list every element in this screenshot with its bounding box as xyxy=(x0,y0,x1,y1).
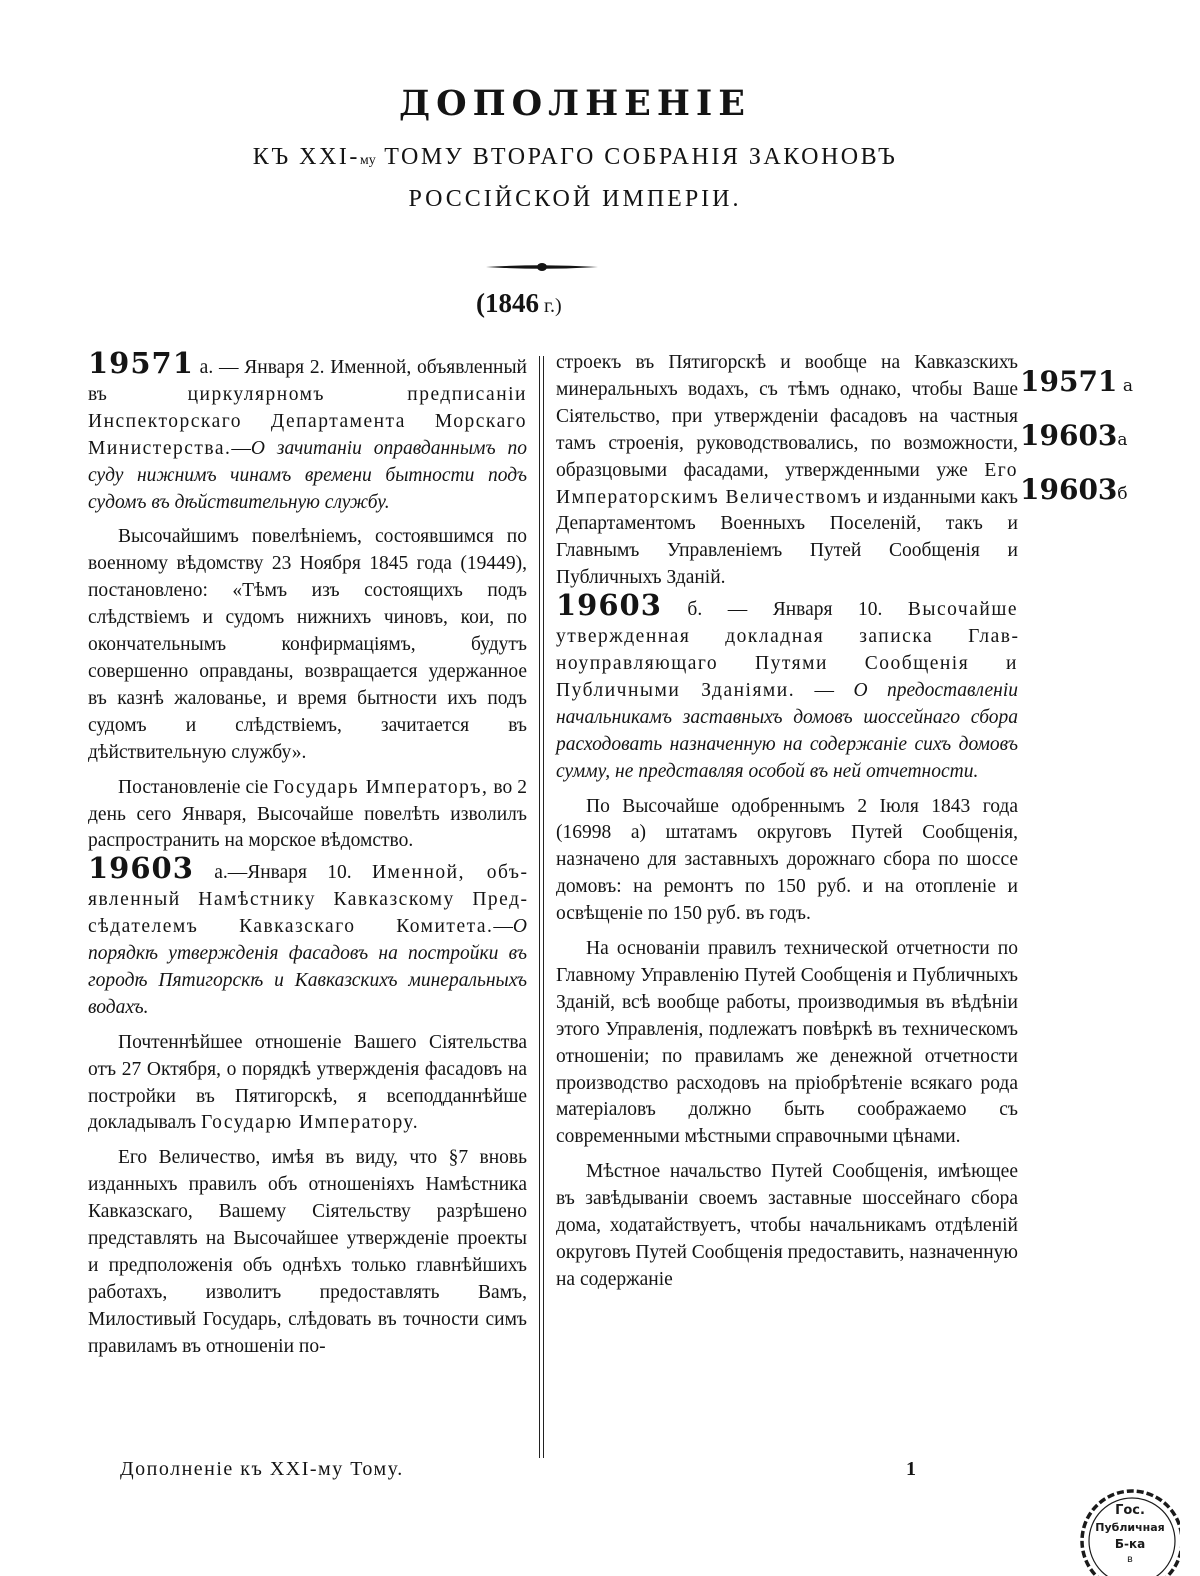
svg-text:Б-ка: Б-ка xyxy=(1114,1537,1146,1551)
entry-lead: а. — Января 2. Именной, объявленный въ xyxy=(88,357,527,405)
svg-text:Гос.: Гос. xyxy=(1115,1503,1145,1518)
paragraph: Его Величество, имѣя въ виду, что §7 вновь изданныхъ правилъ объ отношеніяхъ Намѣстника Кавказскаго, Вашему Сіятельству разрѣшено представлять на Высочайшее утвержденіе проекты и предположенія объ однѣхъ только главнѣйшихъ работахъ, изволитъ предоставлять Вамъ, Милостивый Государь, слѣдовать въ точности симъ правиламъ въ отношеніи по- xyxy=(88,1147,527,1357)
paragraph xyxy=(88,1030,527,1138)
text-run: Постановленіе сіе xyxy=(118,776,274,798)
paragraph xyxy=(88,775,527,856)
paragraph: Высочайшимъ повелѣніемъ, состоявшимся по военному вѣдомству 23 Ноября 1845 года (19449), постановлено: «Тѣмъ изъ состоящихъ подъ слѣдствіемъ и судомъ нижнихъ чиновъ, кои, по окончательнымъ конфирмаціямъ, будутъ совершенно оправданы, возвращается удержанное въ казнѣ жалованье, и время бытности ихъ подъ судомъ и слѣдствіемъ, зачитается въ дѣйствительную службу». xyxy=(88,526,527,763)
text-run: во 2 день сего Января, Высочайше повелѣть изволилъ распространить на морское вѣдомство. xyxy=(88,776,527,852)
margin-ref-letter: б xyxy=(1117,484,1128,504)
entry-19603b xyxy=(556,588,1018,785)
text-run: и изданными какъ Департаментомъ Военныхъ Поселеній, такъ и Главнымъ Управленіемъ Путей Сообщенія и Публичныхъ Зданій. xyxy=(556,486,1018,589)
paragraph xyxy=(556,350,1018,592)
margin-ref-number: 19603 xyxy=(1020,473,1118,506)
entry-lead: а.—Января 10. xyxy=(193,862,372,884)
footer-signature: Дополненіе къ XXI-му Тому. xyxy=(120,1458,404,1480)
paragraph: По Высочайше одобреннымъ 2 Іюля 1843 года (16998 а) штатамъ округовъ Путей Сообщенія, назначено для заставныхъ дорожнаго сбора по шоссе домовъ: на ремонтъ по 150 руб. и на отопленіе и освѣщеніе по 150 руб. въ годъ. xyxy=(556,795,1018,925)
paragraph: Мѣстное начальство Путей Сообщенія, имѣющее въ завѣдываніи своемъ заставные шоссейнаго сбора дома, ходатайствуетъ, чтобы начальникамъ отдѣленій округовъ Путей Сообщенія предоставить, назначенную на содержаніе xyxy=(556,1161,1018,1290)
text-run: Его Императорскимъ Величествомъ xyxy=(556,459,1018,508)
margin-ref-letter: а xyxy=(1117,430,1128,450)
entry-source: Именной, объявленный Намѣстнику Кавказскому Предсѣдателемъ Кавказскаго Комитета. xyxy=(88,862,528,938)
document-subtitle xyxy=(60,145,1090,169)
margin-ref xyxy=(1020,419,1128,452)
document-title: ДОПОЛНЕНІЕ xyxy=(399,83,751,124)
margin-ref xyxy=(1020,473,1128,506)
margin-ref-number: 19603 xyxy=(1020,419,1118,452)
text-run: Государь Императоръ, xyxy=(273,776,489,798)
left-column xyxy=(88,346,528,1361)
subtitle-part: ТОМУ ВТОРАГО СОБРАНІЯ ЗАКОНОВЪ xyxy=(375,144,898,170)
margin-ref-number: 19571 xyxy=(1020,365,1118,398)
entry-dash: — xyxy=(795,679,854,701)
entry-19603a xyxy=(88,851,528,1021)
entry-lead: б. — Января 10. xyxy=(661,599,908,621)
entry-source: Высочайше утвержденная докладная записка Главноуправляющаго Путями Сообщенія и Публичными Зданіями. xyxy=(556,599,1018,701)
year-number: (1846 xyxy=(476,288,539,318)
svg-text:в: в xyxy=(1127,1554,1133,1565)
document-subtitle-line2: РОССІЙСКОЙ ИМПЕРІИ. xyxy=(408,186,742,212)
year-suffix: г.) xyxy=(539,295,562,317)
subtitle-superscript: му xyxy=(359,153,376,168)
subtitle-part: КЪ XXI- xyxy=(252,144,360,170)
page-number: 1 xyxy=(906,1458,916,1480)
entry-dash: — xyxy=(493,916,513,938)
year-heading xyxy=(476,290,562,317)
svg-text:Публичная: Публичная xyxy=(1095,1521,1165,1534)
column-divider xyxy=(539,356,544,1458)
entry-dash: — xyxy=(231,437,251,459)
entry-number: 19571 xyxy=(88,346,194,380)
entry-title: О зачитаніи оправданнымъ по суду нижнимъ чинамъ времени бытности подъ судомъ въ дѣйствительную службу. xyxy=(88,437,527,513)
entry-19571a xyxy=(88,346,527,516)
margin-ref xyxy=(1020,365,1133,398)
right-column xyxy=(556,350,1018,1294)
text-run: Государю Императору. xyxy=(201,1112,420,1134)
text-run: строекъ въ Пятигорскѣ и вообще на Кавказскихъ минеральныхъ водахъ, съ тѣмъ однако, чтобы Ваше Сіятельство, при утвержденіи фасадовъ на частныя тамъ строенія, руководствовались, по возможности, образцовыми фасадами, утвержденными уже xyxy=(556,352,1018,481)
ornament-rule-icon xyxy=(486,262,598,272)
text-run: Почтеннѣйшее отношеніе Вашего Сіятельства отъ 27 Октября, о порядкѣ утвержденія фасадовъ на постройки въ Пятигорскѣ, я всеподданнѣйше докладывалъ xyxy=(88,1031,527,1134)
margin-ref-letter: а xyxy=(1117,376,1133,396)
paragraph: На основаніи правилъ технической отчетности по Главному Управленію Путей Сообщенія и Публичныхъ Зданій, всѣ вообще работы, производимыя въ вѣдѣніи этого Управленія, подлежатъ повѣркѣ въ техническомъ отношеніи; по правиламъ же денежной отчетности производство расходовъ на пріобрѣтеніе всякаго рода матеріаловъ должно быть соображаемо съ современными мѣстными справочными цѣнами. xyxy=(556,938,1018,1148)
entry-number: 19603 xyxy=(88,851,194,886)
entry-title: О предоставленіи начальникамъ заставныхъ домовъ шоссейнаго сбора расходовать назначенную на содержаніе сихъ домовъ сумму, не представляя особой въ ней отчетности. xyxy=(556,679,1018,782)
library-stamp-icon xyxy=(1070,1486,1180,1576)
entry-source: циркулярномъ предписаніи Инспекторскаго Департамента Морскаго Министерства. xyxy=(88,383,527,459)
title-block xyxy=(0,83,1090,212)
entry-number: 19603 xyxy=(556,588,662,623)
entry-title: О порядкѣ утвержденія фасадовъ на постройки въ городѣ Пятигорскѣ и Кавказскихъ минеральныхъ водахъ. xyxy=(88,916,527,1018)
